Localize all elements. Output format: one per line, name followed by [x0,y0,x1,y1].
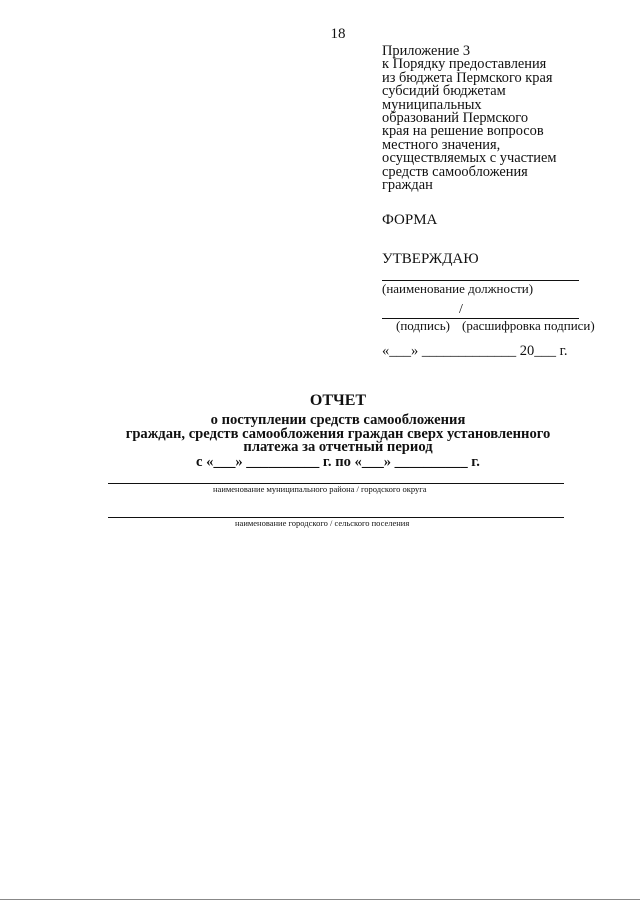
settlement-caption: наименование городского / сельского поселения [235,518,410,528]
report-subtitle [0,414,640,455]
page-edge-divider [0,899,640,900]
report-subtitle-line: платежа за отчетный период [243,439,433,456]
page-number: 18 [330,26,346,42]
position-caption: (наименование должности) [382,281,534,296]
appendix-line: муниципальных [382,96,482,113]
signature-caption: (подпись) [396,318,450,333]
report-title: ОТЧЕТ [309,392,367,409]
appendix-line: граждан [382,177,433,194]
approval-date: «___» _____________ 20___ г. [382,343,568,359]
decode-caption: (расшифровка подписи) [462,318,595,333]
approval-title: УТВЕРЖДАЮ [382,251,479,267]
appendix-block [382,45,612,192]
report-period: с «___» __________ г. по «___» __________ г. [196,454,480,470]
municipal-district-caption: наименование муниципального района / городского округа [213,484,427,494]
form-label: ФОРМА [382,212,438,228]
report-subtitle-line: о поступлении средств самообложения [210,412,466,428]
appendix-line: осуществляемых с участием [382,150,557,167]
appendix-line: из бюджета Пермского края [382,69,553,86]
appendix-line: к Порядку предоставления [382,56,547,73]
appendix-line: средств самообложения [382,163,528,180]
report-subtitle-line: граждан, средств самообложения граждан сверх установленного [125,425,551,442]
appendix-line: субсидий бюджетам [382,83,506,100]
appendix-line: Приложение 3 [382,43,471,59]
appendix-line: образований Пермского [382,110,529,127]
appendix-line: края на решение вопросов [382,123,544,140]
appendix-line: местного значения, [382,136,501,153]
signature-slash: / [459,302,463,317]
